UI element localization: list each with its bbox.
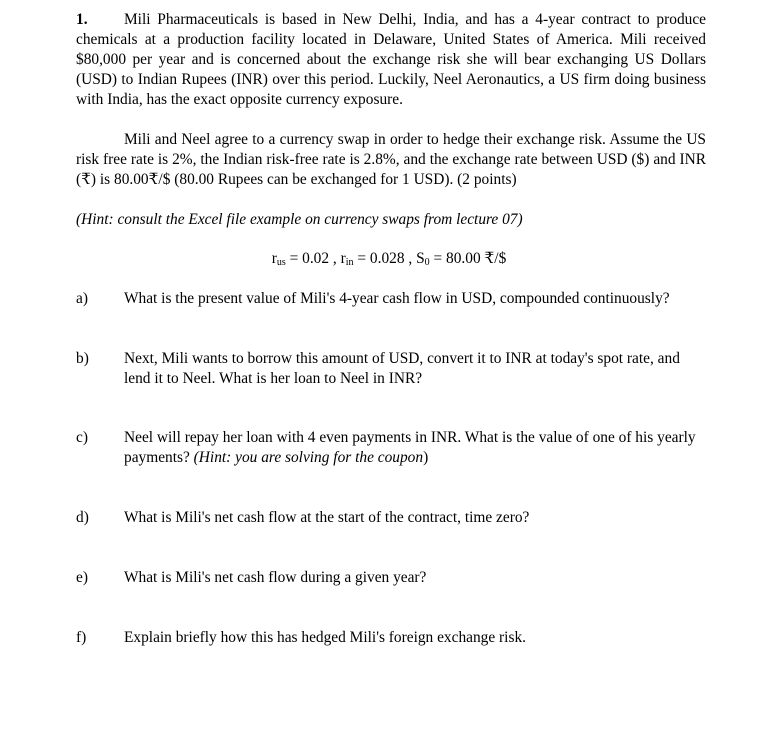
formula-s0-subscript: 0: [424, 257, 430, 268]
problem-setup-text: Mili and Neel agree to a currency swap in order to hedge their exchange risk. Assume the US risk free rate is 2%, the Indian risk-free rate is 2.8%, and the exchange rate between USD ($) and INR (₹) is 80.00₹/$ (80.00 Rupees can be exchanged for 1 USD). (2 points): [76, 131, 706, 188]
question-label: d): [76, 509, 89, 526]
question-hint-close: ): [423, 449, 429, 466]
question-label: e): [76, 569, 88, 586]
formula-r-in-symbol: r: [340, 250, 346, 267]
given-formula: [0, 249, 778, 269]
question-text: What is Mili's net cash flow during a given year?: [124, 569, 427, 586]
formula-r-us-subscript: us: [276, 257, 286, 268]
formula-s0-value: = 80.00 ₹/$: [429, 250, 507, 267]
question-text-wrapper: [124, 428, 704, 468]
question-label: c): [76, 429, 88, 446]
question-hint: (Hint: you are solving for the coupon: [193, 449, 424, 466]
question-label: b): [76, 350, 89, 367]
formula-s0-symbol: S: [416, 250, 425, 267]
question-text: Next, Mili wants to borrow this amount of USD, convert it to INR at today's spot rate, and lend it to Neel. What is her loan to Neel in INR?: [124, 350, 680, 387]
problem-number: 1.: [76, 11, 88, 28]
question-label: f): [76, 629, 87, 646]
question-text: What is the present value of Mili's 4-year cash flow in USD, compounded continuously?: [124, 290, 670, 307]
formula-r-in-subscript: in: [345, 257, 354, 268]
problem-intro: [76, 10, 706, 110]
formula-r-us-symbol: r: [271, 250, 277, 267]
formula-r-in-value: = 0.028 ,: [353, 250, 417, 267]
problem-intro-text: Mili Pharmaceuticals is based in New Delhi, India, and has a 4-year contract to produce chemicals at a production facility located in Delaware, United States of America. Mili received $80,000 per year and is concerned about the exchange risk she will bear exchanging US Dollars (USD) to Indian Rupees (INR) over this period. Luckily, Neel Aeronautics, a US firm doing business with India, has the exact opposite currency exposure.: [76, 11, 706, 108]
formula-r-us-value: = 0.02 ,: [285, 250, 341, 267]
problem-hint: (Hint: consult the Excel file example on currency swaps from lecture 07): [76, 211, 523, 228]
question-label: a): [76, 290, 88, 307]
question-text: Explain briefly how this has hedged Mili's foreign exchange risk.: [124, 629, 526, 646]
question-text: What is Mili's net cash flow at the start of the contract, time zero?: [124, 509, 530, 526]
problem-setup: [76, 130, 706, 190]
question-text: Neel will repay her loan with 4 even payments in INR. What is the value of one of his yearly payments?: [124, 429, 696, 466]
